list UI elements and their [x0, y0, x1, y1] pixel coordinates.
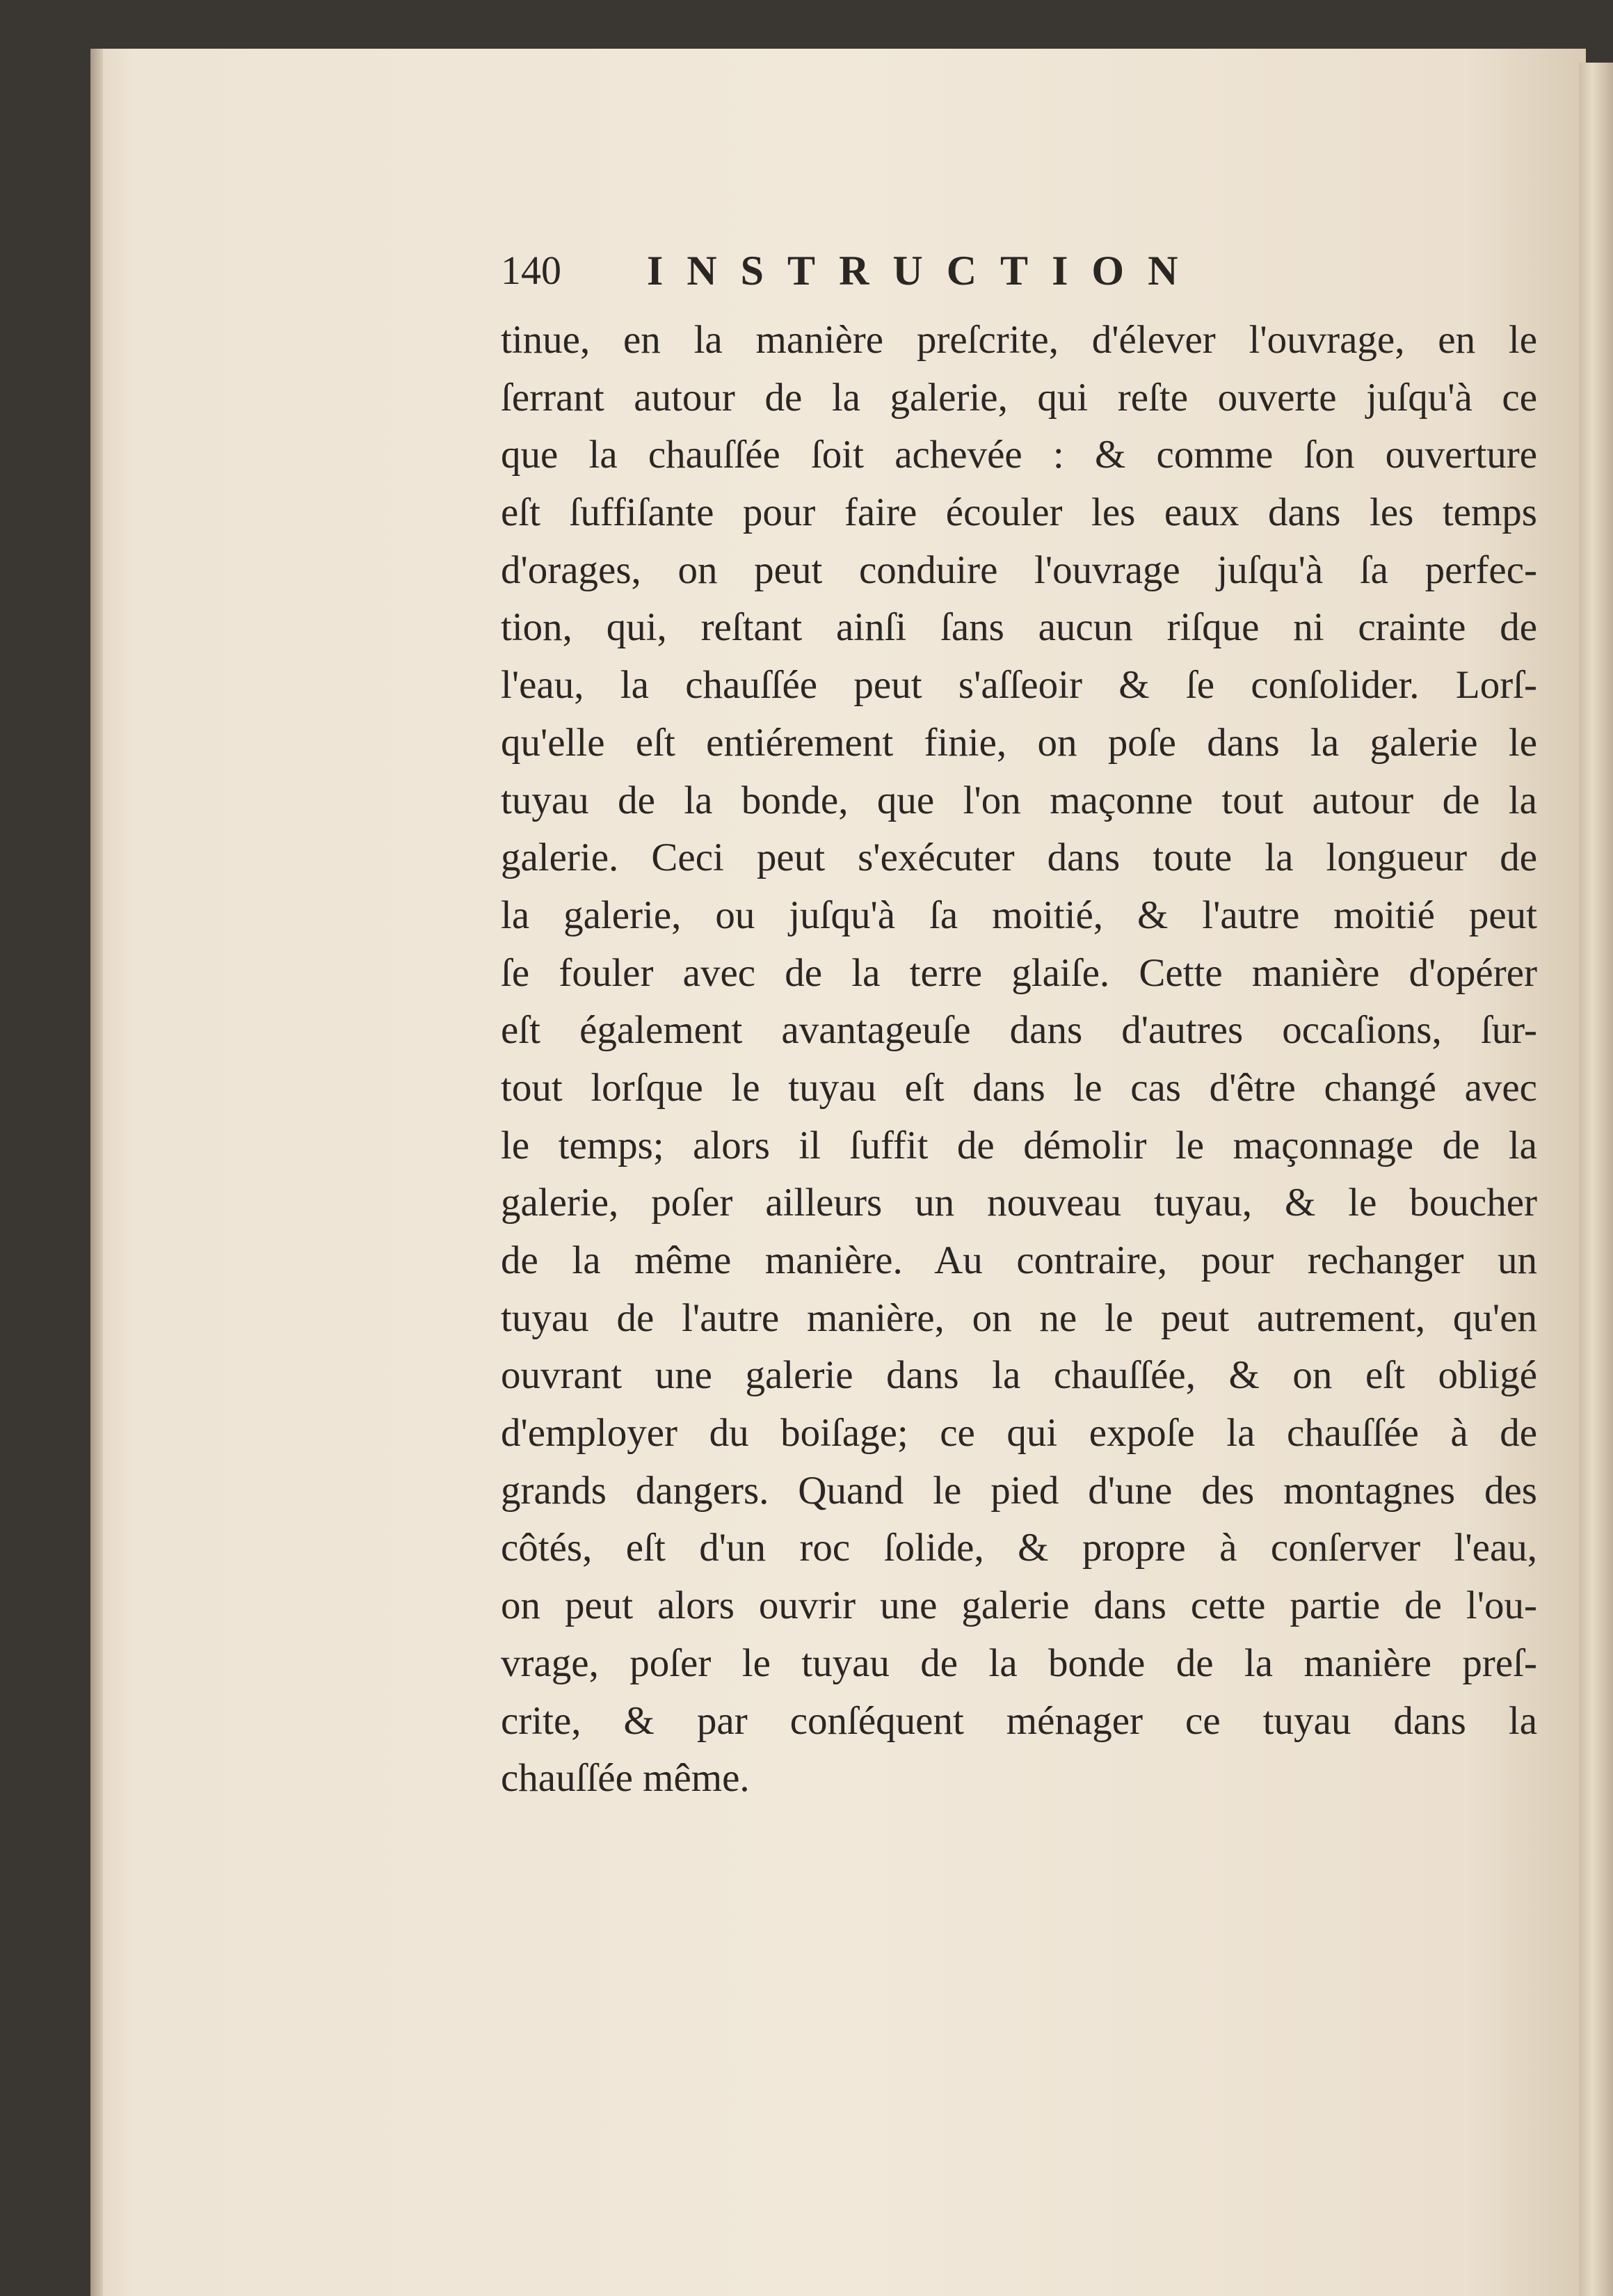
text-line: ouvrant une galerie dans la chauſſée, & on eſt obligé [501, 1353, 1537, 1398]
text-line: tuyau de l'autre manière, on ne le peut autrement, qu'en [501, 1296, 1537, 1340]
text-line: grands dangers. Quand le pied d'une des montagnes des [501, 1468, 1537, 1513]
text-line: galerie. Ceci peut s'exécuter dans toute la longueur de [501, 836, 1537, 880]
text-line: que la chauſſée ſoit achevée : & comme ſon ouverture [501, 433, 1537, 477]
text-line: eſt également avantageuſe dans d'autres occaſions, ſur- [501, 1008, 1537, 1053]
text-line: qu'elle eſt entiérement finie, on poſe dans la galerie le [501, 720, 1537, 765]
book-fore-edge [1579, 63, 1613, 2296]
text-line: ſe fouler avec de la terre glaiſe. Cette manière d'opérer [501, 950, 1537, 995]
text-line: eſt ſuffiſante pour faire écouler les eaux dans les temps [501, 491, 1537, 535]
text-line: vrage, poſer le tuyau de la bonde de la manière preſ- [501, 1641, 1537, 1685]
text-line: ſerrant autour de la galerie, qui reſte ouverte juſqu'à ce [501, 375, 1537, 420]
text-line: côtés, eſt d'un roc ſolide, & propre à conſerver l'eau, [501, 1526, 1537, 1570]
text-line: d'orages, on peut conduire l'ouvrage juſqu'à ſa perfec- [501, 548, 1537, 592]
running-head [501, 247, 1537, 303]
text-line: galerie, poſer ailleurs un nouveau tuyau, & le boucher [501, 1181, 1537, 1225]
text-line: la galerie, ou juſqu'à ſa moitié, & l'autre moitié peut [501, 893, 1537, 937]
body-text [501, 312, 1537, 1808]
text-line: crite, & par conſéquent ménager ce tuyau dans la [501, 1698, 1537, 1743]
text-line: le temps; alors il ſuffit de démolir le maçonnage de la [501, 1123, 1537, 1167]
text-line: on peut alors ouvrir une galerie dans cette partie de l'ou- [501, 1584, 1537, 1628]
page-gutter-edge [90, 49, 103, 2296]
text-line: tout lorſque le tuyau eſt dans le cas d'être changé avec [501, 1065, 1537, 1110]
text-line: l'eau, la chauſſée peut s'aſſeoir & ſe conſolider. Lorſ- [501, 663, 1537, 708]
text-line: d'employer du boiſage; ce qui expoſe la chauſſée à de [501, 1411, 1537, 1456]
running-title: INSTRUCTION [647, 248, 1202, 294]
text-line: chauſſée même. [501, 1756, 750, 1801]
text-line: de la même manière. Au contraire, pour rechanger un [501, 1238, 1537, 1282]
text-line: tion, qui, reſtant ainſi ſans aucun riſque ni crainte de [501, 605, 1537, 650]
text-line: tuyau de la bonde, que l'on maçonne tout autour de la [501, 778, 1537, 822]
text-line: tinue, en la manière preſcrite, d'élever l'ouvrage, en le [501, 318, 1537, 362]
page-number: 140 [501, 248, 561, 293]
